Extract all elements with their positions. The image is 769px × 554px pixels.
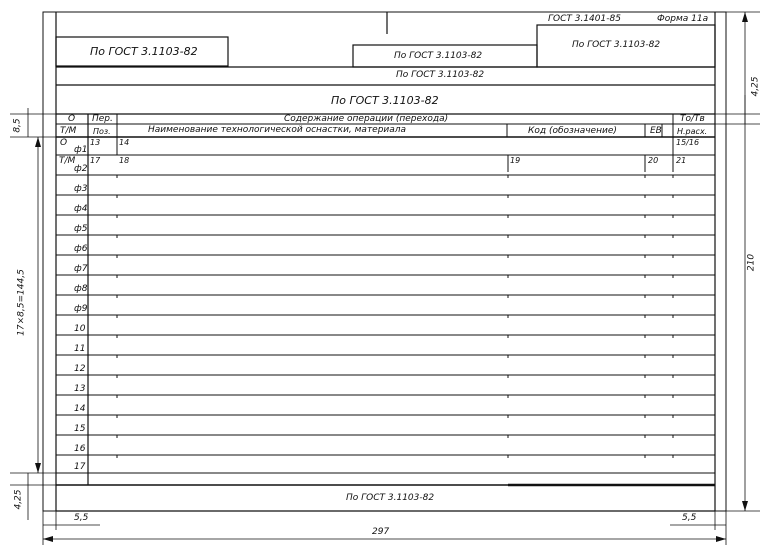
row-number: ф4 <box>74 204 88 214</box>
form-label: Форма 11а <box>657 14 709 24</box>
row2-field-19: 19 <box>510 156 521 165</box>
dim-margin-right: 5,5 <box>682 513 697 523</box>
row1-field-1516: 15/16 <box>676 138 700 147</box>
row-number: ф3 <box>74 184 88 194</box>
row-number: 16 <box>74 444 86 454</box>
dimension-lines <box>10 12 760 545</box>
col-content-label: Содержание операции (перехода) <box>284 114 449 124</box>
header-row-1-label: По ГОСТ 3.1103-82 <box>396 70 485 80</box>
row-number: 15 <box>74 424 86 434</box>
col-o-label: О <box>68 114 76 124</box>
row-number: ф6 <box>74 244 88 254</box>
row1-number: ф1 <box>74 145 88 155</box>
header-box-3-label: По ГОСТ 3.1103-82 <box>572 40 661 50</box>
col-to-label: То/Тв <box>680 114 705 124</box>
row1-o: О <box>60 138 68 148</box>
row-number: ф9 <box>74 304 88 314</box>
dim-top-right: 4,25 <box>750 76 761 97</box>
header-row-2-label: По ГОСТ 3.1103-82 <box>331 94 439 107</box>
row-number: 11 <box>74 344 86 354</box>
row-number: ф7 <box>74 264 88 274</box>
row-lines <box>56 155 715 473</box>
row2-field-18: 18 <box>119 156 130 165</box>
row-number: ф5 <box>74 224 88 234</box>
row-number: 10 <box>74 324 86 334</box>
col-nrasx-label: Н.расх. <box>677 127 708 136</box>
dim-width: 297 <box>372 527 390 537</box>
col-tm-label: Т/М <box>60 126 77 136</box>
header-box-1-label: По ГОСТ 3.1103-82 <box>90 45 198 58</box>
row2-field-20: 20 <box>648 156 659 165</box>
dim-left-mid: 17×8,5=144,5 <box>16 269 27 336</box>
dim-margin-left: 5,5 <box>74 513 89 523</box>
sheet-border <box>43 12 726 511</box>
row2-field-17: 17 <box>90 156 101 165</box>
dim-right: 210 <box>746 253 757 272</box>
col-poz-label: Поз. <box>93 127 111 136</box>
footer-label: По ГОСТ 3.1103-82 <box>346 493 435 503</box>
dim-left-bottom: 4,25 <box>13 489 24 510</box>
col-ev-label: ЕВ <box>650 126 662 136</box>
row1-field-13: 13 <box>90 138 101 147</box>
row-number: ф8 <box>74 284 88 294</box>
row2-tm: Т/М <box>59 156 76 166</box>
row2-number: ф2 <box>74 164 88 174</box>
row-number: 17 <box>74 462 86 472</box>
col-name-label: Наименование технологической оснастки, материала <box>148 125 407 135</box>
row-number: 12 <box>74 364 86 374</box>
dim-left-top: 8,5 <box>12 118 23 133</box>
row2-field-21: 21 <box>676 156 687 165</box>
header-box-2-label: По ГОСТ 3.1103-82 <box>394 51 483 61</box>
row-number: 14 <box>74 404 86 414</box>
row1-field-14: 14 <box>119 138 130 147</box>
standard-label: ГОСТ 3.1401-85 <box>548 14 621 24</box>
col-per-label: Пер. <box>92 114 113 124</box>
col-code-label: Код (обозначение) <box>528 126 617 136</box>
row-number: 13 <box>74 384 86 394</box>
